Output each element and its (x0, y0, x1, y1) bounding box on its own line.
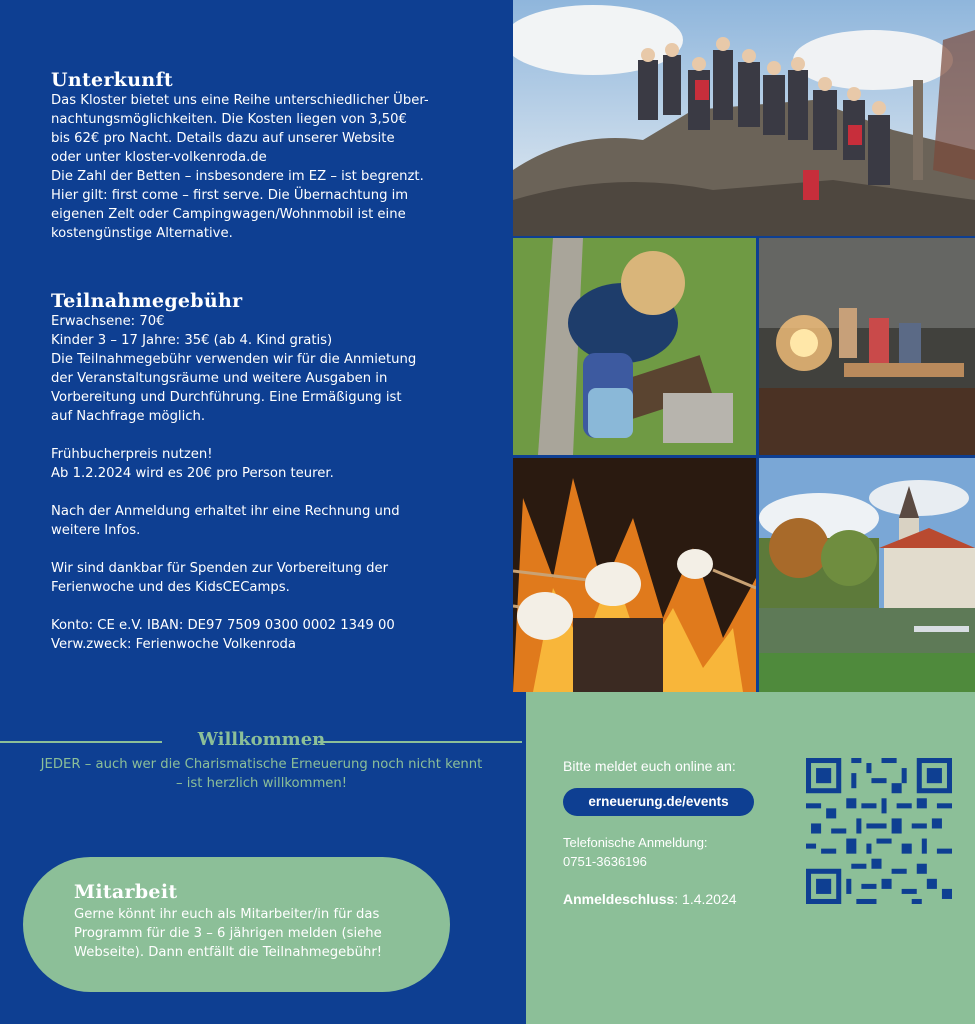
phone-number: 0751-3636196 (563, 854, 647, 869)
mitarbeit-box (23, 857, 450, 992)
teilnahme-title: Teilnahmegebühr (51, 290, 243, 312)
deadline (563, 891, 737, 907)
campfire-photo (759, 238, 975, 455)
marshmallow-photo (513, 458, 756, 692)
mitarbeit-title: Mitarbeit (74, 881, 178, 903)
deadline-date: : 1.4.2024 (674, 891, 737, 907)
unterkunft-title: Unterkunft (51, 69, 174, 91)
monastery-photo (759, 458, 975, 692)
deadline-label: Anmeldeschluss (563, 891, 675, 907)
teilnahme-section (51, 290, 471, 654)
boy-photo (513, 238, 756, 455)
qr-code-icon[interactable] (806, 758, 952, 904)
registration-intro: Bitte meldet euch online an: (563, 758, 736, 774)
unterkunft-text: Das Kloster bietet uns eine Reihe unterschiedlicher Über- nachtungsmöglichkeiten. Die Kosten liegen von 3,50€ bis 62€ pro Nacht. Details dazu auf unserer Website oder unter kloster-volkenroda.de Die Zahl der Betten – insbesondere im EZ – ist begrenzt. Hier gilt: first come – first serve. Die Übernachtung im eigenen Zelt oder Campingwagen/Wohnmobil ist eine kostengünstige Alternative. (51, 93, 429, 241)
willkommen-title: Willkommen (197, 729, 326, 750)
mitarbeit-text: Gerne könnt ihr euch als Mitarbeiter/in für das Programm für die 3 – 6 jährigen melden (siehe Webseite). Dann entfällt die Teilnahmegebühr! (74, 907, 383, 960)
group-photo (513, 0, 975, 236)
phone-label: Telefonische Anmeldung: (563, 835, 708, 850)
willkommen-text: JEDER – auch wer die Charismatische Erneuerung noch nicht kennt – ist herzlich willkommen! (40, 757, 483, 791)
teilnahme-text: Erwachsene: 70€ Kinder 3 – 17 Jahre: 35€ (ab 4. Kind gratis) Die Teilnahmegebühr verwenden wir für die Anmietung der Veranstaltungsräume und weitere Ausgaben in Vorbereitung und Durchführung. Eine Ermäßigung ist auf Nachfrage möglich. Frühbucherpreis nutzen! Ab 1.2.2024 wird es 20€ pro Person teurer. Nach der Anmeldung erhaltet ihr eine Rechnung und weitere Infos. Wir sind dankbar für Spenden zur Vorbereitung der Ferienwoche und des KidsCECamps. Konto: CE e.V. IBAN: DE97 7509 0300 0002 1349 00 Verw.zweck: Ferienwoche Volkenroda (51, 314, 417, 652)
unterkunft-section (51, 69, 471, 243)
registration-url-link[interactable]: erneuerung.de/events (563, 788, 754, 816)
